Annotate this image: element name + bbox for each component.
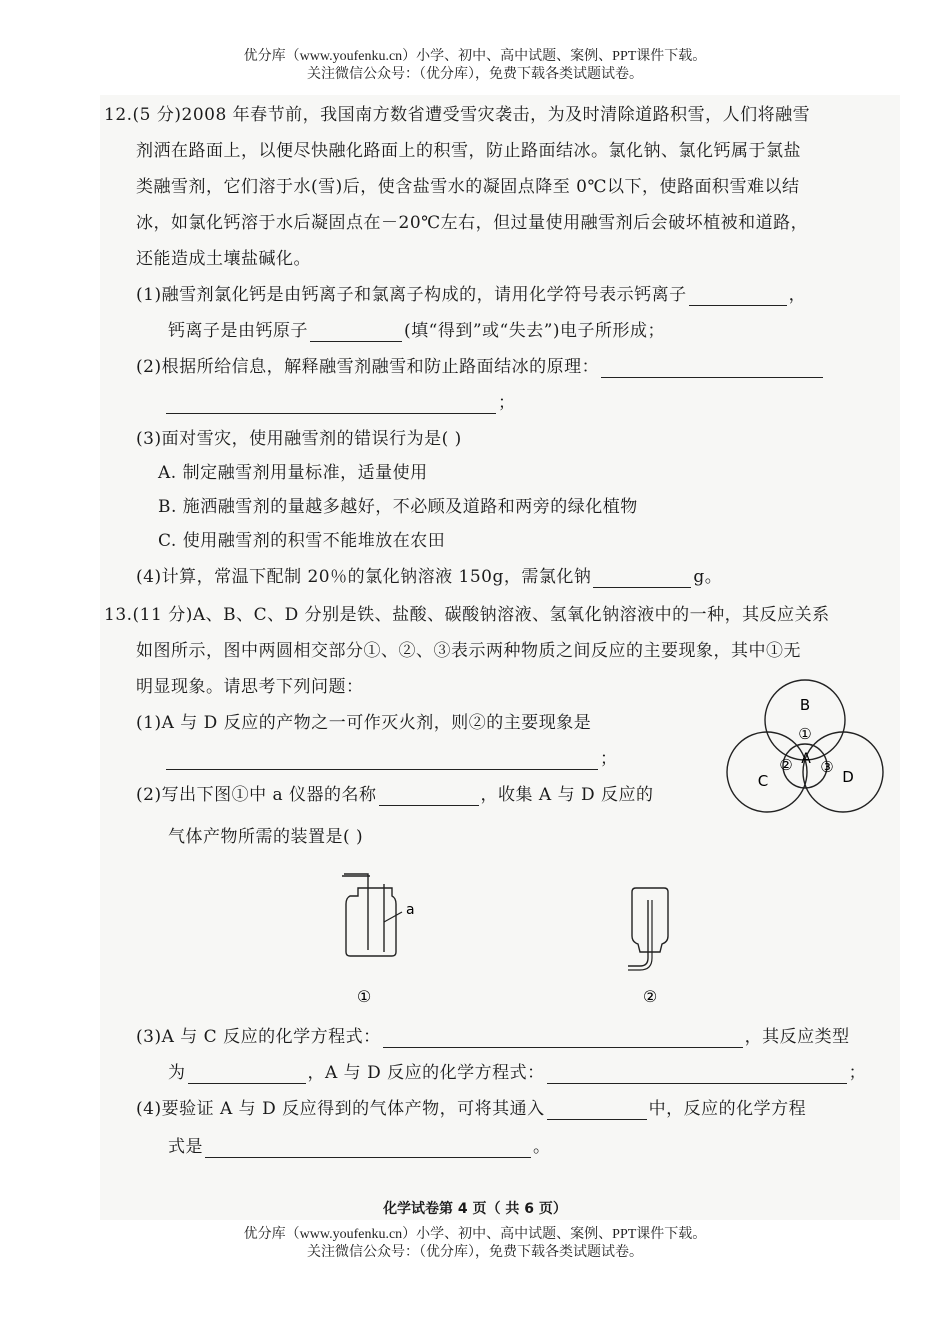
venn-label-b: B — [799, 696, 811, 714]
page-number: 化学试卷第 4 页（ 共 6 页） — [383, 1201, 567, 1217]
page-footer — [0, 1226, 950, 1262]
q13-para-1: 13.(11 分)A、B、C、D 分别是铁、盐酸、碳酸钠溶液、氢氧化钠溶液中的一种，其反应关系 — [104, 605, 830, 625]
venn-diagram — [715, 676, 905, 816]
q13-sub-3a — [136, 1026, 850, 1048]
q12-sub-2-cont — [164, 392, 516, 414]
answer-blank[interactable] — [593, 569, 691, 588]
venn-mark-3: ③ — [820, 758, 834, 776]
apparatus-caption-1: ① — [356, 987, 372, 1006]
apparatus-2 — [610, 880, 690, 1012]
q12-option-b: B. 施洒融雪剂的量越多越好，不必顾及道路和两旁的绿化植物 — [158, 497, 638, 517]
q13-para-2: 如图所示，图中两圆相交部分①、②、③表示两种物质之间反应的主要现象，其中①无 — [136, 641, 801, 661]
q13-sub-3a-text: (3)A 与 C 反应的化学方程式： — [136, 1027, 381, 1047]
bottle-body — [346, 888, 396, 956]
answer-blank[interactable] — [383, 1029, 743, 1048]
bottle-body — [632, 888, 668, 952]
q12-sub-4 — [136, 566, 722, 588]
q13-sub-3b-text: 为 — [168, 1063, 186, 1083]
q13-sub-1: (1)A 与 D 反应的产物之一可作灭火剂，则②的主要现象是 — [136, 713, 592, 733]
q12-sub-4-text: (4)计算，常温下配制 20％的氯化钠溶液 150g，需氯化钠 — [136, 567, 592, 587]
circle-b — [765, 680, 845, 760]
q12-sub-1a-text: (1)融雪剂氯化钙是由钙离子和氯离子构成的，请用化学符号表示钙离子 — [136, 285, 687, 305]
q12-sub-1b-end: (填“得到”或“失去”)电子所形成； — [404, 321, 666, 341]
header-line-1: 优分库（www.youfenku.cn）小学、初中、高中试题、案例、PPT课件下载。 — [243, 49, 707, 64]
q13-sub-2a-text: (2)写出下图①中 a 仪器的名称 — [136, 785, 377, 805]
q13-sub-3b-end: ； — [848, 1063, 867, 1083]
venn-mark-1: ① — [798, 725, 812, 743]
q13-sub-4b — [168, 1136, 551, 1158]
answer-blank[interactable] — [166, 751, 598, 770]
q12-sub-3: (3)面对雪灾，使用融雪剂的错误行为是( ) — [136, 429, 462, 449]
q12-para-4: 冰，如氯化钙溶于水后凝固点在－20℃左右，但过量使用融雪剂后会破坏植被和道路， — [136, 213, 809, 233]
q12-para-1: 12.(5 分)2008 年春节前，我国南方数省遭受雪灾袭击，为及时清除道路积雪，人们将融雪 — [104, 105, 811, 125]
q13-sub-4b-text: 式是 — [168, 1137, 203, 1157]
answer-blank[interactable] — [166, 395, 496, 414]
answer-blank[interactable] — [547, 1101, 647, 1120]
q12-sub-1a-end: ， — [788, 285, 807, 305]
q13-sub-4a-text: (4)要验证 A 与 D 反应得到的气体产物，可将其通入 — [136, 1099, 545, 1119]
q12-para-5: 还能造成土壤盐碱化。 — [136, 249, 311, 269]
answer-blank[interactable] — [188, 1065, 306, 1084]
q12-sub-1a — [136, 284, 806, 306]
q12-para-2: 剂洒在路面上，以便尽快融化路面上的积雪，防止路面结冰。氯化钠、氯化钙属于氯盐 — [136, 141, 801, 161]
page-header — [0, 48, 950, 84]
q13-sub-4a — [136, 1098, 806, 1120]
q13-sub-4a-end: 中，反应的化学方程 — [648, 1099, 807, 1119]
q12-sub-1b-text: 钙离子是由钙原子 — [168, 321, 308, 341]
apparatus-caption-2: ② — [642, 987, 658, 1006]
pointer-line — [384, 912, 402, 922]
footer-line-2: 关注微信公众号：（优分库），免费下载各类试题试卷。 — [307, 1245, 643, 1260]
q12-sub-2 — [136, 356, 825, 378]
q13-sub-3b-mid: ，A 与 D 反应的化学方程式： — [307, 1063, 545, 1083]
answer-blank[interactable] — [601, 359, 823, 378]
apparatus-1 — [330, 862, 430, 1012]
answer-blank[interactable] — [310, 323, 402, 342]
q13-sub-1-cont — [164, 748, 618, 770]
footer-line-1: 优分库（www.youfenku.cn）小学、初中、高中试题、案例、PPT课件下载。 — [243, 1227, 707, 1242]
gas-tube — [628, 900, 648, 966]
q13-sub-1-end: ； — [600, 749, 618, 769]
q13-sub-2a — [136, 784, 654, 806]
q13-sub-4b-end: 。 — [533, 1137, 551, 1157]
answer-blank[interactable] — [547, 1065, 847, 1084]
answer-blank[interactable] — [379, 787, 479, 806]
q13-sub-2b: 气体产物所需的装置是( ) — [168, 827, 364, 847]
q12-sub-4-end: g。 — [693, 567, 723, 587]
q12-sub-2-text: (2)根据所给信息，解释融雪剂融雪和防止路面结冰的原理： — [136, 357, 600, 377]
q13-para-3: 明显现象。请思考下列问题： — [136, 677, 364, 697]
q12-option-c: C. 使用融雪剂的积雪不能堆放在农田 — [158, 531, 446, 551]
q12-sub-1b — [168, 320, 665, 342]
q13-sub-2a-end: ，收集 A 与 D 反应的 — [480, 785, 654, 805]
venn-label-a: A — [801, 751, 811, 767]
q12-option-a: A. 制定融雪剂用量标准，适量使用 — [158, 463, 428, 483]
q13-sub-3b — [168, 1062, 866, 1084]
q12-para-3: 类融雪剂，它们溶于水(雪)后，使含盐雪水的凝固点降至 0℃以下，使路面积雪难以结 — [136, 177, 800, 197]
answer-blank[interactable] — [205, 1139, 531, 1158]
q12-sub-2-end: ； — [498, 393, 516, 413]
venn-label-d: D — [842, 768, 854, 786]
venn-label-c: C — [757, 772, 769, 790]
header-line-2: 关注微信公众号：（优分库），免费下载各类试题试卷。 — [307, 67, 643, 82]
answer-blank[interactable] — [689, 287, 787, 306]
venn-mark-2: ② — [779, 756, 793, 774]
apparatus-label-a: a — [406, 902, 415, 918]
q13-sub-3a-end: ，其反应类型 — [744, 1027, 850, 1047]
